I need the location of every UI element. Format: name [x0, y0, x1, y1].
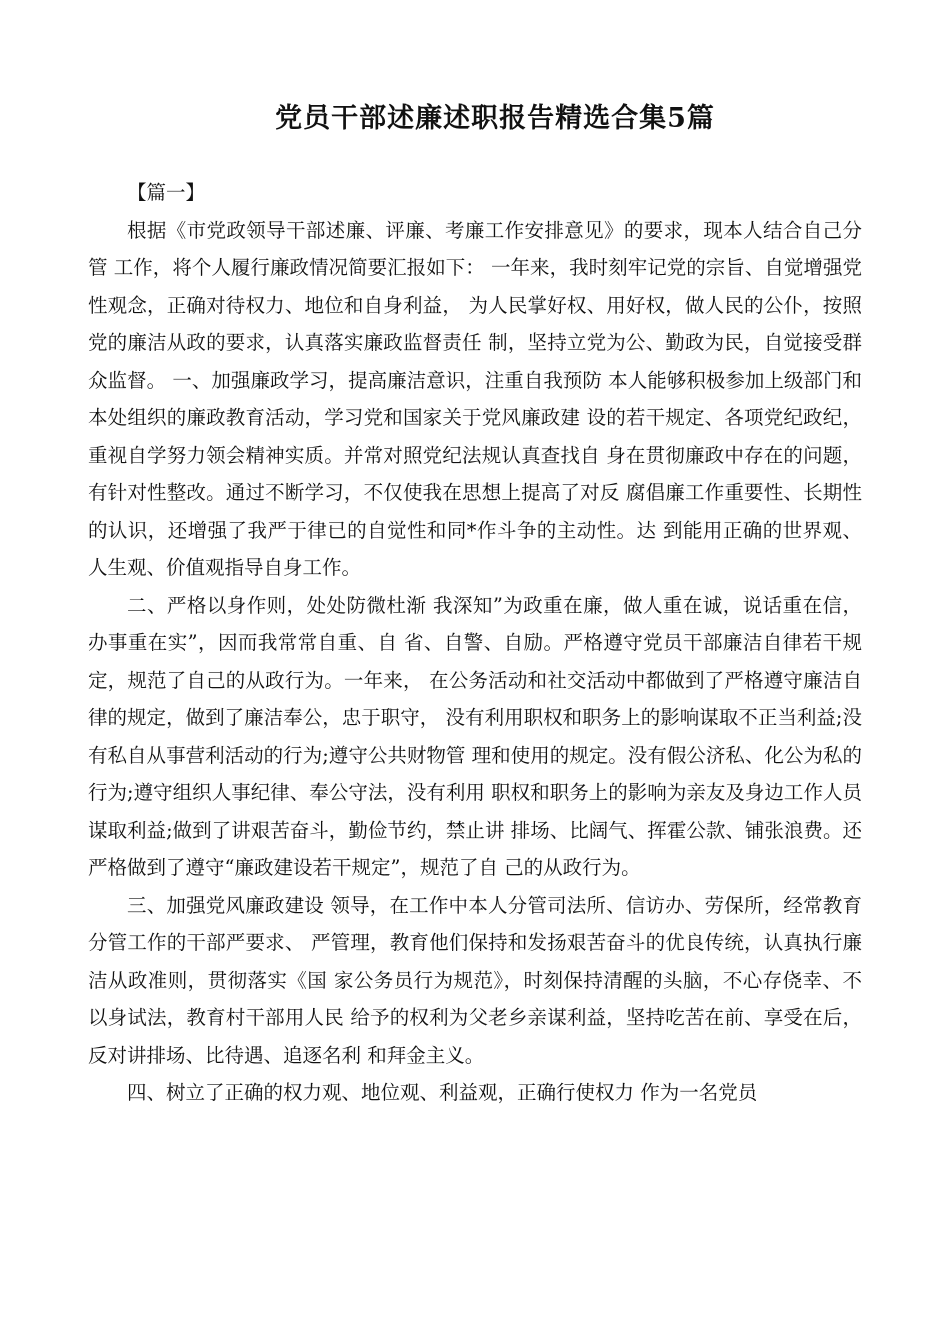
document-title: 党员干部述廉述职报告精选合集5篇: [275, 103, 715, 134]
section-label: 【篇一】: [127, 181, 206, 204]
paragraph-3: 三、加强党风廉政建设 领导，在工作中本人分管司法所、信访办、劳保所，经常教育分管工作的干部严要求、 严管理，教育他们保持和发扬艰苦奋斗的优良传统，认真执行廉洁从政准则，贯彻落实《国 家公务员行为规范》，时刻保持清醒的头脑，不心存侥幸、不以身试法，教育村干部用人民 给予的权利为父老乡亲谋利益，坚持吃苦在前、享受在后，反对讲排场、比待遇、追逐名利 和拜金主义。: [88, 893, 862, 1067]
paragraph-2: 二、严格以身作则，处处防微杜渐 我深知”为政重在廉，做人重在诚，说话重在信，办事重在实”，因而我常常自重、自 省、自警、自励。严格遵守党员干部廉洁自律若干规定，规范了自己的从政行为。一年来， 在公务活动和社交活动中都做到了严格遵守廉洁自律的规定，做到了廉洁奉公，忠于职守， 没有利用职权和职务上的影响谋取不正当利益;没有私自从事营利活动的行为;遵守公共财物管 理和使用的规定。没有假公济私、化公为私的行为;遵守组织人事纪律、奉公守法，没有利用 职权和职务上的影响为亲友及身边工作人员谋取利益;做到了讲艰苦奋斗，勤俭节约，禁止讲 排场、比阔气、挥霍公款、铺张浪费。还严格做到了遵守“廉政建设若干规定”，规范了自 己的从政行为。: [88, 593, 862, 879]
document-page: [88, 96, 862, 1112]
paragraph-4: 四、树立了正确的权力观、地位观、利益观，正确行使权力 作为一名党员: [127, 1081, 758, 1104]
paragraph-1: 根据《市党政领导干部述廉、评廉、考廉工作安排意见》的要求，现本人结合自己分管 工作，将个人履行廉政情况简要汇报如下： 一年来，我时刻牢记党的宗旨、自觉增强党性观念，正确对待权力、地位和自身利益， 为人民掌好权、用好权，做人民的公仆，按照党的廉洁从政的要求，认真落实廉政监督责任 制，坚持立党为公、勤政为民，自觉接受群众监督。 一、加强廉政学习，提高廉洁意识，注重自我预防 本人能够积极参加上级部门和本处组织的廉政教育活动，学习党和国家关于党风廉政建 设的若干规定、各项党纪政纪，重视自学努力领会精神实质。并常对照党纪法规认真查找自 身在贯彻廉政中存在的问题，有针对性整改。通过不断学习，不仅使我在思想上提高了对反 腐倡廉工作重要性、长期性的认识，还增强了我严于律已的自觉性和同*作斗争的主动性。达 到能用正确的世界观、人生观、价值观指导自身工作。: [88, 218, 862, 579]
